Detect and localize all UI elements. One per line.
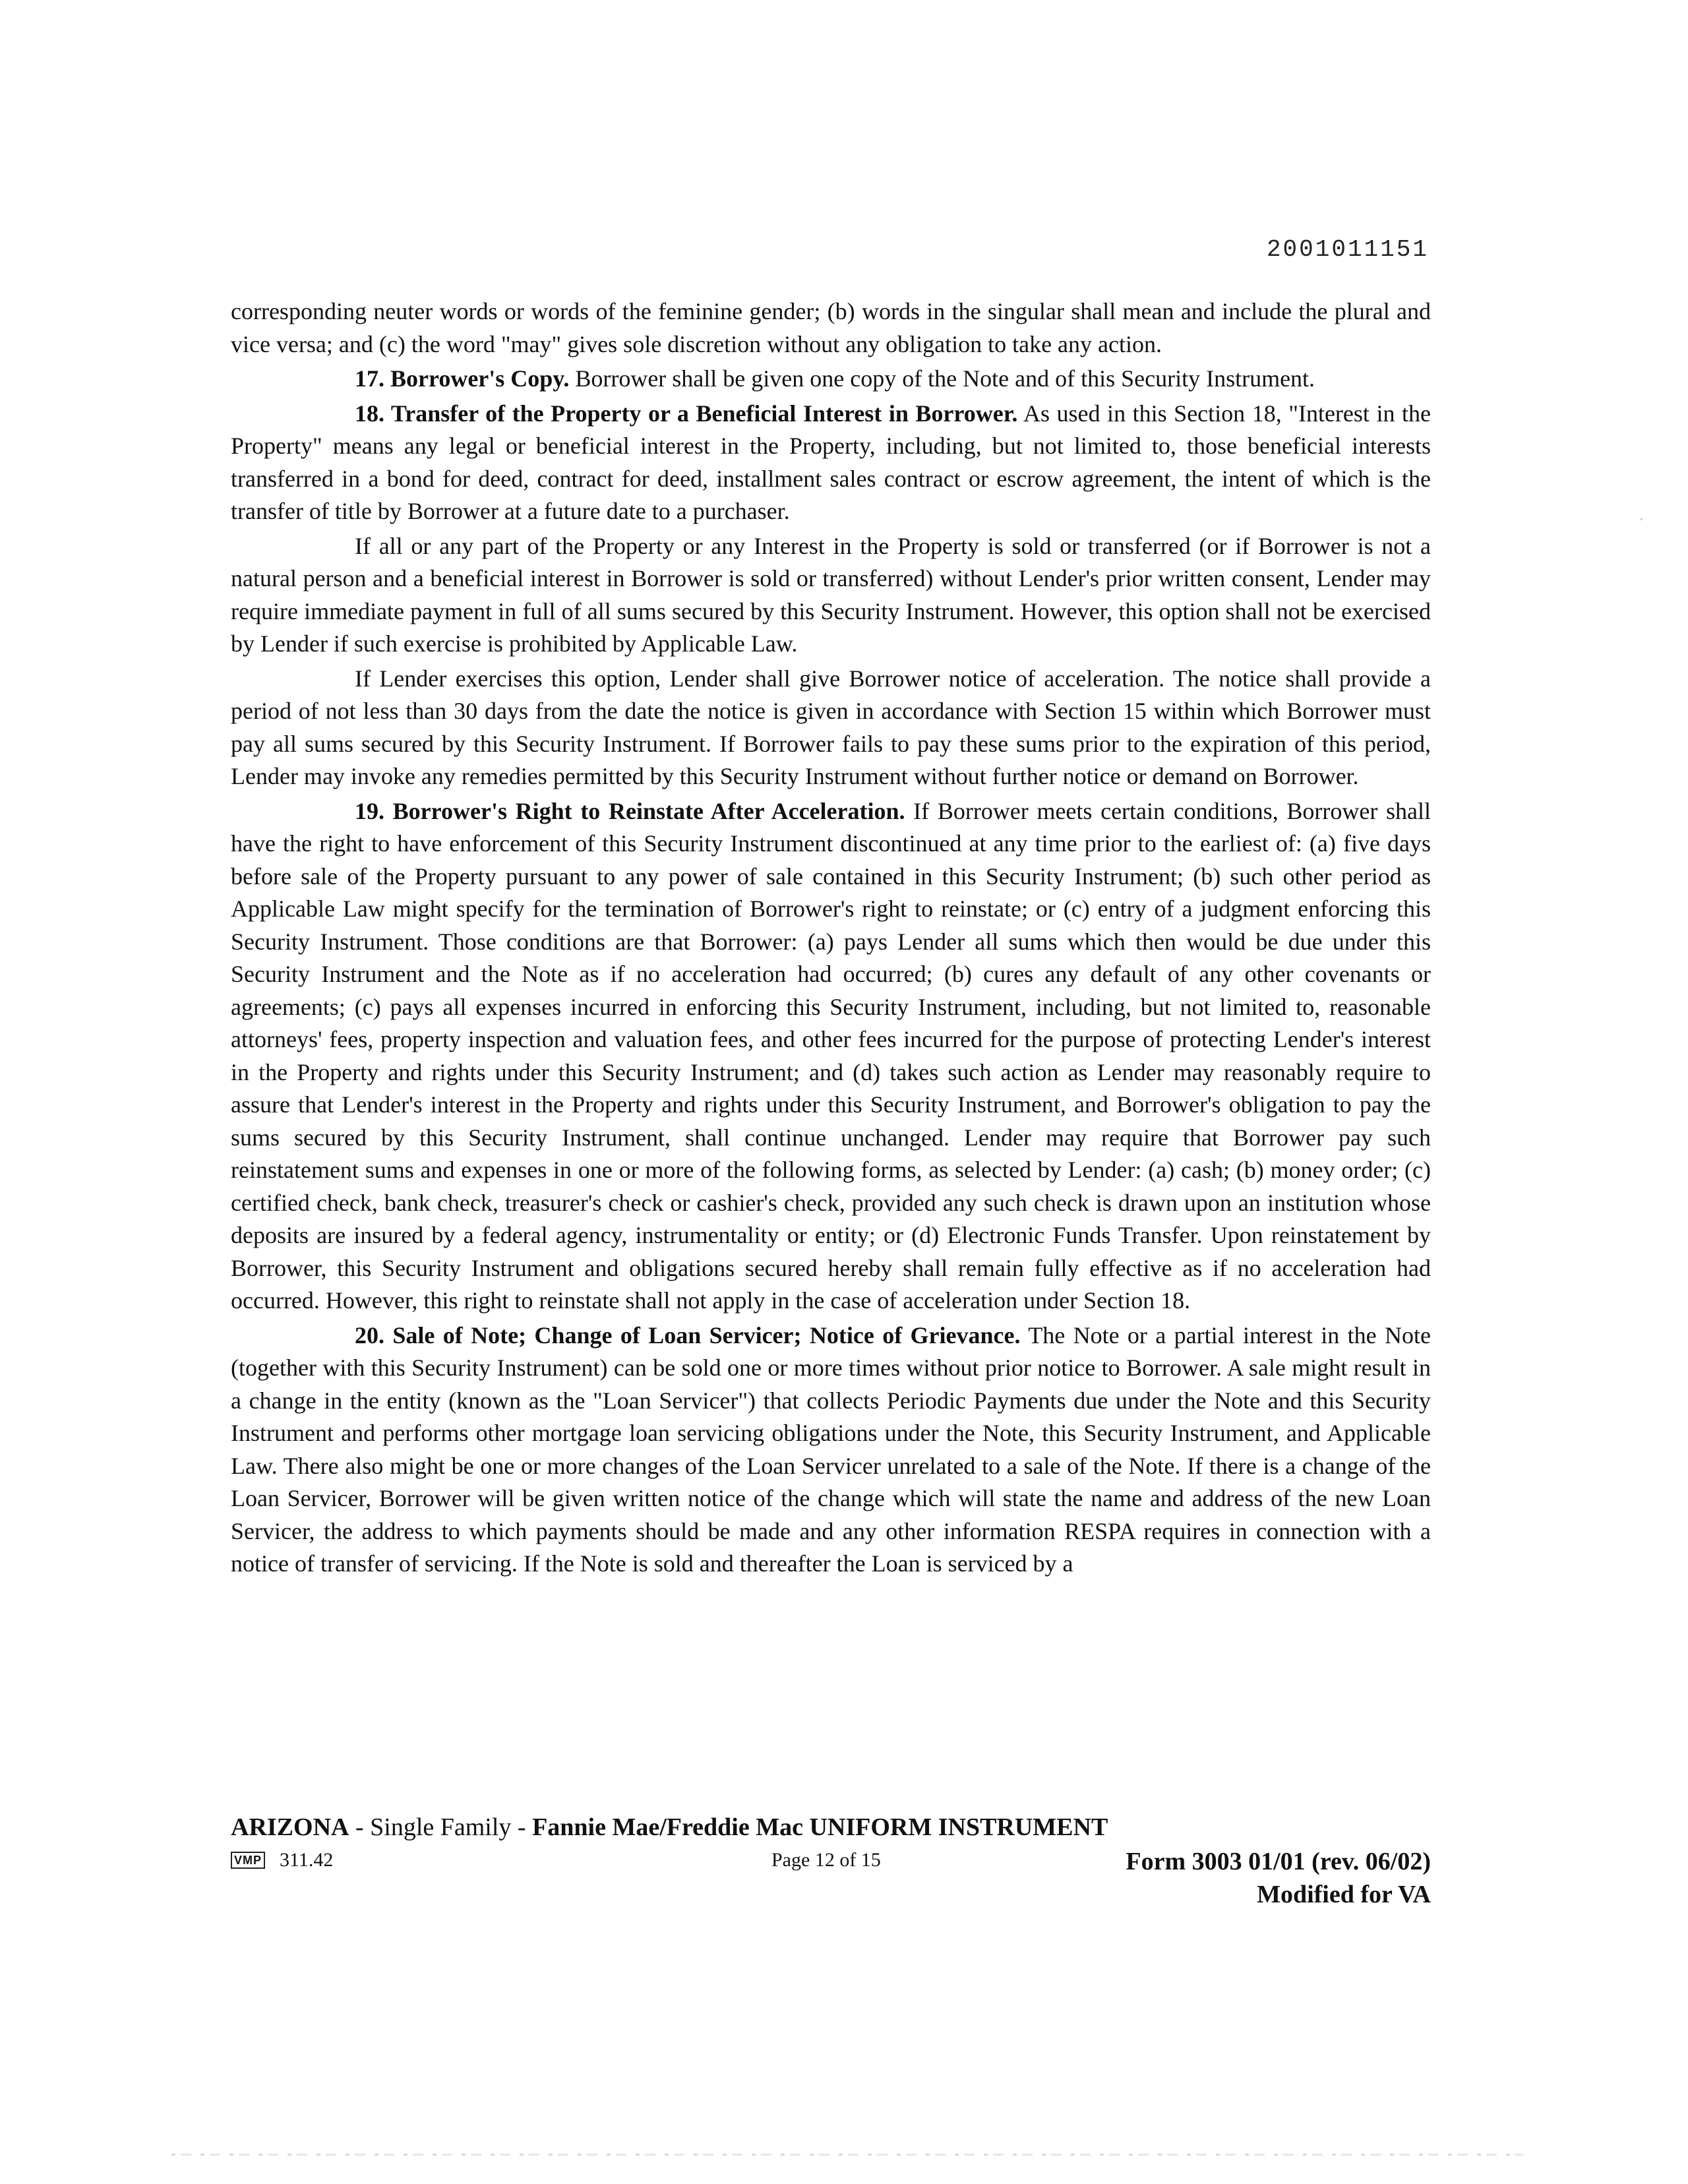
paragraph-text: The Note or a partial interest in the Note (together with this Security Instrument) can be sold one or more times without prior notice to Borrower. A sale might result in a change in the entity (known as the "Loan Servicer") that collects Periodic Payments due under the Note and this Security Instrument and performs other mortgage loan servicing obligations under the Note, this Security Instrument, and Applicable Law. There also might be one or more changes of the Loan Servicer unrelated to a sale of the Note. If there is a change of the Loan Servicer, Borrower will be given written notice of the change which will state the name and address of the new Loan Servicer, the address to which payments should be made and any other information RESPA requires in connection with a notice of transfer of servicing. If the Note is sold and thereafter the Loan is serviced by a: [231, 1321, 1431, 1577]
paragraph-text: If all or any part of the Property or any Interest in the Property is sold or transferred (or if Borrower is not a natural person and a beneficial interest in Borrower is sold or transferred) without Lender's prior written consent, Lender may require immediate payment in full of all sums secured by this Security Instrument. However, this option shall not be exercised by Lender if such exercise is prohibited by Applicable Law.: [231, 532, 1431, 657]
footer-form-info: [1126, 1845, 1431, 1911]
footer-row: [231, 1844, 1431, 1910]
paragraph-18: [231, 398, 1431, 528]
footer-separator: - Single Family -: [349, 1813, 533, 1841]
form-modified-note: Modified for VA: [1257, 1881, 1431, 1908]
footer-code-number: 311.42: [280, 1849, 334, 1871]
section-heading: 17. Borrower's Copy.: [355, 365, 570, 392]
document-number: 2001011151: [1266, 236, 1429, 263]
footer-title: [231, 1811, 1431, 1844]
paragraph-20: [231, 1320, 1431, 1581]
paragraph-text: corresponding neuter words or words of the feminine gender; (b) words in the singular shall mean and include the plural and vice versa; and (c) the word "may" gives sole discretion without any obligation to take any action.: [231, 298, 1431, 357]
footer-state: ARIZONA: [231, 1813, 349, 1841]
paragraph-text: If Borrower meets certain conditions, Borrower shall have the right to have enforcement of this Security Instrument discontinued at any time prior to the earliest of: (a) five days before sale of the Property pursuant to any power of sale contained in this Security Instrument; (b) such other period as Applicable Law might specify for the termination of Borrower's right to reinstate; or (c) entry of a judgment enforcing this Security Instrument. Those conditions are that Borrower: (a) pays Lender all sums which then would be due under this Security Instrument and the Note as if no acceleration had occurred; (b) cures any default of any other covenants or agreements; (c) pays all expenses incurred in enforcing this Security Instrument, including, but not limited to, reasonable attorneys' fees, property inspection and valuation fees, and other fees incurred for the purpose of protecting Lender's interest in the Property and rights under this Security Instrument; and (d) takes such action as Lender may reasonably require to assure that Lender's interest in the Property and rights under this Security Instrument, and Borrower's obligation to pay the sums secured by this Security Instrument, shall continue unchanged. Lender may require that Borrower pay such reinstatement sums and expenses in one or more of the following forms, as selected by Lender: (a) cash; (b) money order; (c) certified check, bank check, treasurer's check or cashier's check, provided any such check is drawn upon an institution whose deposits are insured by a federal agency, instrumentality or entity; or (d) Electronic Funds Transfer. Upon reinstatement by Borrower, this Security Instrument and obligations secured hereby shall remain fully effective as if no acceleration had occurred. However, this right to reinstate shall not apply in the case of acceleration under Section 18.: [231, 797, 1431, 1314]
paragraph-text: Borrower shall be given one copy of the Note and of this Security Instrument.: [569, 365, 1315, 392]
scan-artifact-line: [171, 2154, 1523, 2156]
footer-form-code: [231, 1849, 333, 1871]
paragraph-16-continuation: [231, 295, 1431, 361]
paragraph-text: As used in this Section 18, "Interest in the Property" means any legal or beneficial interest in the Property, including, but not limited to, those beneficial interests transferred in a bond for deed, contract for deed, installment sales contract or escrow agreement, the intent of which is the transfer of title by Borrower at a future date to a purchaser.: [231, 400, 1432, 524]
section-heading: 20. Sale of Note; Change of Loan Servicer; Notice of Grievance.: [355, 1321, 1021, 1349]
paragraph-18-acceleration: [231, 663, 1431, 793]
paragraph-19: [231, 795, 1431, 1318]
paragraph-18-transfer: [231, 530, 1431, 661]
footer-instrument: Fannie Mae/Freddie Mac UNIFORM INSTRUMENT: [532, 1813, 1108, 1841]
form-number: Form 3003 01/01 (rev. 06/02): [1126, 1848, 1431, 1875]
vmp-logo-icon: VMP: [231, 1852, 265, 1869]
page-number: Page 12 of 15: [771, 1849, 881, 1871]
page-footer: [231, 1811, 1431, 1910]
document-body: [231, 295, 1431, 1583]
paragraph-text: If Lender exercises this option, Lender shall give Borrower notice of acceleration. The notice shall provide a period of not less than 30 days from the date the notice is given in accordance with Section 15 within which Borrower must pay all sums secured by this Security Instrument. If Borrower fails to pay these sums prior to the expiration of this period, Lender may invoke any remedies permitted by this Security Instrument without further notice or demand on Borrower.: [231, 665, 1431, 789]
paragraph-17: [231, 363, 1431, 396]
scan-artifact-dot: [1641, 518, 1643, 520]
section-heading: 19. Borrower's Right to Reinstate After Acceleration.: [355, 797, 905, 824]
section-heading: 18. Transfer of the Property or a Beneficial Interest in Borrower.: [355, 400, 1018, 427]
